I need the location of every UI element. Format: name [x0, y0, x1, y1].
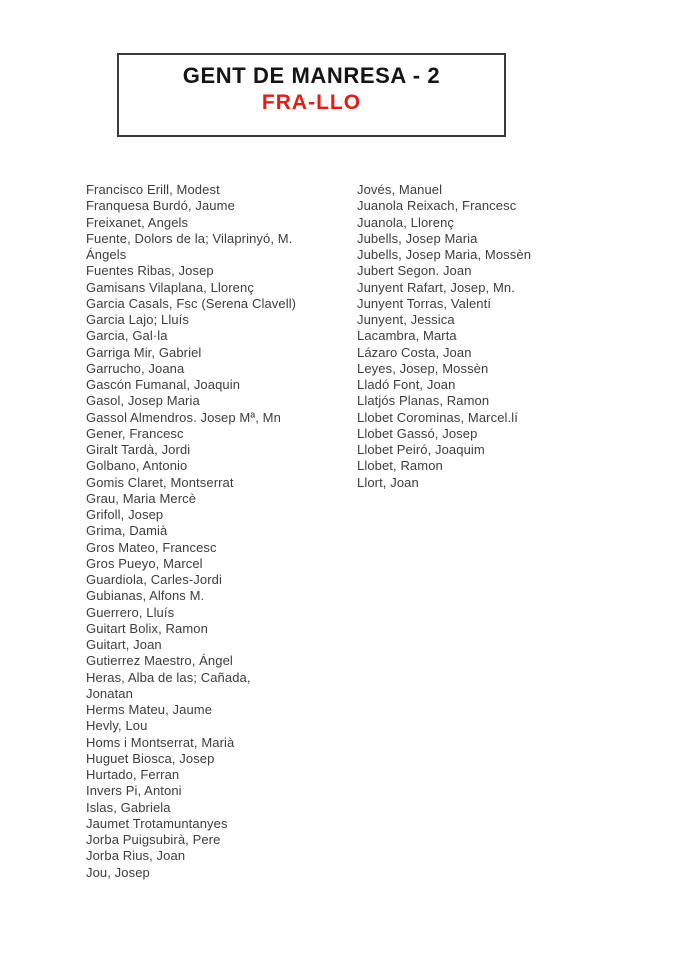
list-item: Guardiola, Carles-Jordi	[86, 572, 222, 587]
list-item: Guerrero, Lluís	[86, 604, 175, 620]
list-item: Guitart, Joan	[86, 637, 162, 652]
list-item: Lázaro Costa, Joan	[357, 344, 472, 360]
list-item: Grima, Damià	[86, 523, 168, 539]
list-item: Gutierrez Maestro, Ángel	[86, 653, 233, 669]
list-item: Homs i Montserrat, Marià	[86, 734, 235, 750]
list-item: Gasol, Josep Maria	[86, 393, 200, 409]
list-item: Junyent, Jessica	[357, 312, 455, 327]
list-item: Islas, Gabriela	[86, 799, 171, 815]
list-item: Hevly, Lou	[86, 718, 148, 734]
list-item: Jou, Josep	[86, 864, 150, 880]
list-item: Gascón Fumanal, Joaquin	[86, 377, 241, 392]
list-item: Guitart Bolix, Ramon	[86, 620, 208, 636]
page-title: GENT DE MANRESA - 2	[182, 63, 441, 88]
list-item: Lacambra, Marta	[357, 328, 457, 344]
list-item: Fuentes Ribas, Josep	[86, 263, 214, 279]
list-item: Juanola, Llorenç	[357, 214, 454, 230]
list-item: Juanola Reixach, Francesc	[357, 198, 517, 214]
list-item: Garrucho, Joana	[86, 360, 185, 376]
list-item: Junyent Torras, Valentí	[357, 295, 492, 311]
list-item: Heras, Alba de las; Cañada,	[86, 669, 251, 685]
list-item: Invers Pi, Antoni	[86, 783, 182, 799]
list-item: Garcia Lajo; Lluís	[86, 312, 189, 327]
list-item: Lladó Font, Joan	[357, 377, 456, 392]
list-item: Gros Pueyo, Marcel	[86, 555, 203, 571]
name-list-right-column	[357, 182, 627, 491]
list-item: Francisco Erill, Modest	[86, 182, 220, 197]
list-item: Junyent Rafart, Josep, Mn.	[357, 279, 515, 295]
list-item: Ángels	[86, 247, 127, 262]
list-item: Jubert Segon. Joan	[357, 263, 472, 279]
list-item: Gener, Francesc	[86, 425, 184, 441]
title-box	[117, 53, 506, 137]
list-item: Hurtado, Ferran	[86, 767, 180, 782]
list-item: Jorba Puigsubirà, Pere	[86, 832, 221, 847]
list-item: Jubells, Josep Maria	[357, 230, 478, 246]
list-item: Jaumet Trotamuntanyes	[86, 815, 228, 831]
list-item: Garcia, Gal·la	[86, 328, 168, 344]
list-item: Garcia Casals, Fsc (Serena Clavell)	[86, 295, 297, 311]
list-item: Huguet Biosca, Josep	[86, 750, 215, 766]
list-item: Jovés, Manuel	[357, 182, 443, 197]
list-item: Llatjós Planas, Ramon	[357, 393, 490, 409]
list-item: Llobet Peiró, Joaquim	[357, 442, 485, 457]
list-item: Garriga Mir, Gabriel	[86, 344, 202, 360]
list-item: Llobet, Ramon	[357, 458, 443, 474]
list-item: Gomis Claret, Montserrat	[86, 474, 234, 490]
list-item: Llobet Gassó, Josep	[357, 425, 478, 441]
list-item: Jubells, Josep Maria, Mossèn	[357, 247, 532, 262]
list-item: Franquesa Burdó, Jaume	[86, 198, 235, 214]
page-subtitle: FRA-LLO	[261, 91, 362, 114]
list-item: Gamisans Vilaplana, Llorenç	[86, 279, 254, 295]
list-item: Llobet Corominas, Marcel.lí	[357, 409, 518, 425]
list-item: Herms Mateu, Jaume	[86, 702, 213, 717]
list-item: Golbano, Antonio	[86, 458, 188, 474]
list-item: Llort, Joan	[357, 474, 419, 490]
list-item: Grau, Maria Mercè	[86, 490, 197, 506]
list-item: Jorba Rius, Joan	[86, 848, 186, 864]
list-item: Grifoll, Josep	[86, 507, 164, 522]
list-item: Leyes, Josep, Mossèn	[357, 360, 489, 376]
list-item: Giralt Tardà, Jordi	[86, 442, 191, 457]
list-item: Fuente, Dolors de la; Vilaprinyó, M.	[86, 230, 293, 246]
name-list-left-column	[86, 182, 358, 881]
list-item: Freixanet, Angels	[86, 214, 189, 230]
list-item: Gubianas, Alfons M.	[86, 588, 205, 604]
list-item: Gros Mateo, Francesc	[86, 539, 217, 555]
list-item: Gassol Almendros. Josep Mª, Mn	[86, 409, 281, 425]
list-item: Jonatan	[86, 685, 133, 701]
